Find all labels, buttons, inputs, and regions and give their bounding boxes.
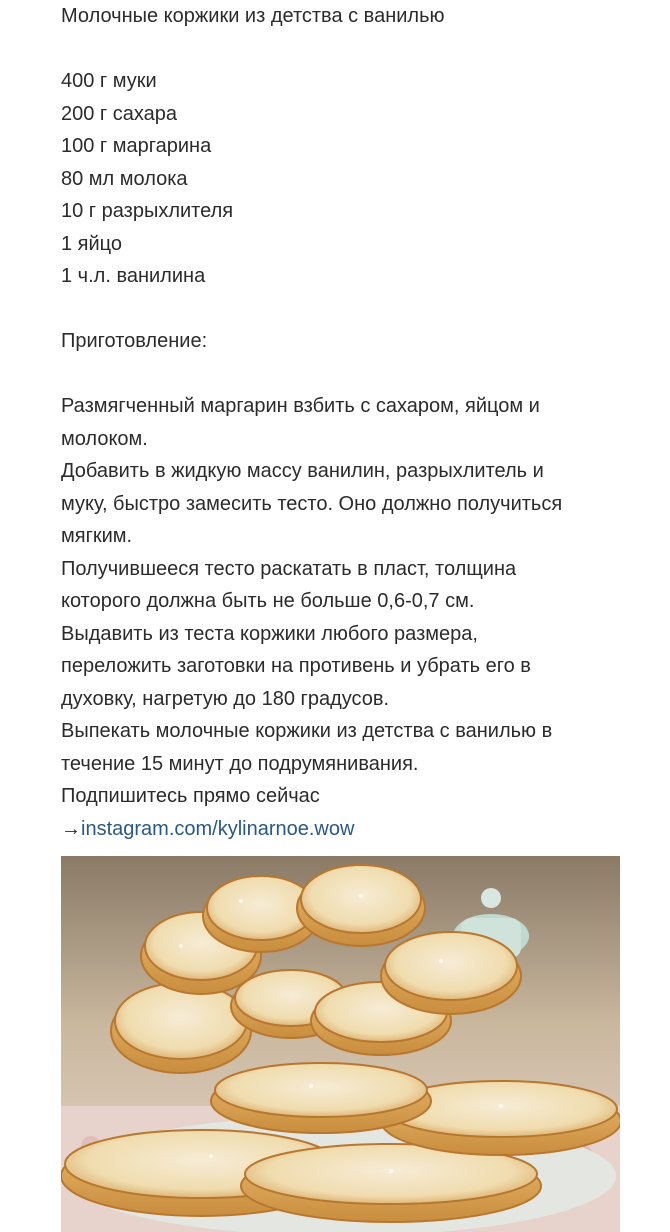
ingredient-item: 10 г разрыхлителя <box>61 200 234 222</box>
spacer <box>61 358 651 391</box>
step-line: духовку, нагретую до 180 градусов. <box>61 687 390 710</box>
step-line: молоком. <box>61 427 148 450</box>
preparation-heading: Приготовление: <box>61 330 208 352</box>
ingredient-item: 80 мл молока <box>61 167 188 190</box>
step-line: Добавить в жидкую массу ванилин, разрыхлитель и <box>61 460 544 482</box>
cookies-photo[interactable] <box>61 856 620 1232</box>
step-line: течение 15 минут до подрумянивания. <box>61 752 419 775</box>
step-line: переложить заготовки на противень и убрать его в <box>61 655 531 677</box>
ingredient-item: 1 ч.л. ванилина <box>61 265 206 287</box>
post-body <box>61 0 651 845</box>
step-line: муку, быстро замесить тесто. Оно должно получиться <box>61 492 563 515</box>
subscribe-text: Подпишитесь прямо сейчас <box>61 785 320 807</box>
step-line: которого должна быть не больше 0,6-0,7 см. <box>61 590 475 612</box>
instagram-link-line <box>61 813 651 846</box>
ingredient-list <box>61 65 651 293</box>
ingredient-item: 400 г муки <box>61 70 157 92</box>
spacer <box>61 293 651 326</box>
spacer <box>61 33 651 66</box>
arrow-icon: → <box>61 817 81 840</box>
step-line: Выдавить из теста коржики любого размера, <box>61 622 478 645</box>
step-line: Получившееся тесто раскатать в пласт, толщина <box>61 557 517 580</box>
step-line: Размягченный маргарин взбить с сахаром, яйцом и <box>61 395 540 417</box>
step-line: Выпекать молочные коржики из детства с ванилью в <box>61 720 553 742</box>
ingredient-item: 100 г маргарина <box>61 135 212 157</box>
instagram-link[interactable]: instagram.com/kylinarnoe.wow <box>81 817 355 840</box>
post-title: Молочные коржики из детства с ванилью <box>61 5 445 27</box>
photo-of-stacked-milk-cookies-icon <box>61 856 620 1232</box>
step-line: мягким. <box>61 525 133 547</box>
ingredient-item: 1 яйцо <box>61 232 123 255</box>
preparation-steps <box>61 390 651 780</box>
ingredient-item: 200 г сахара <box>61 102 178 125</box>
